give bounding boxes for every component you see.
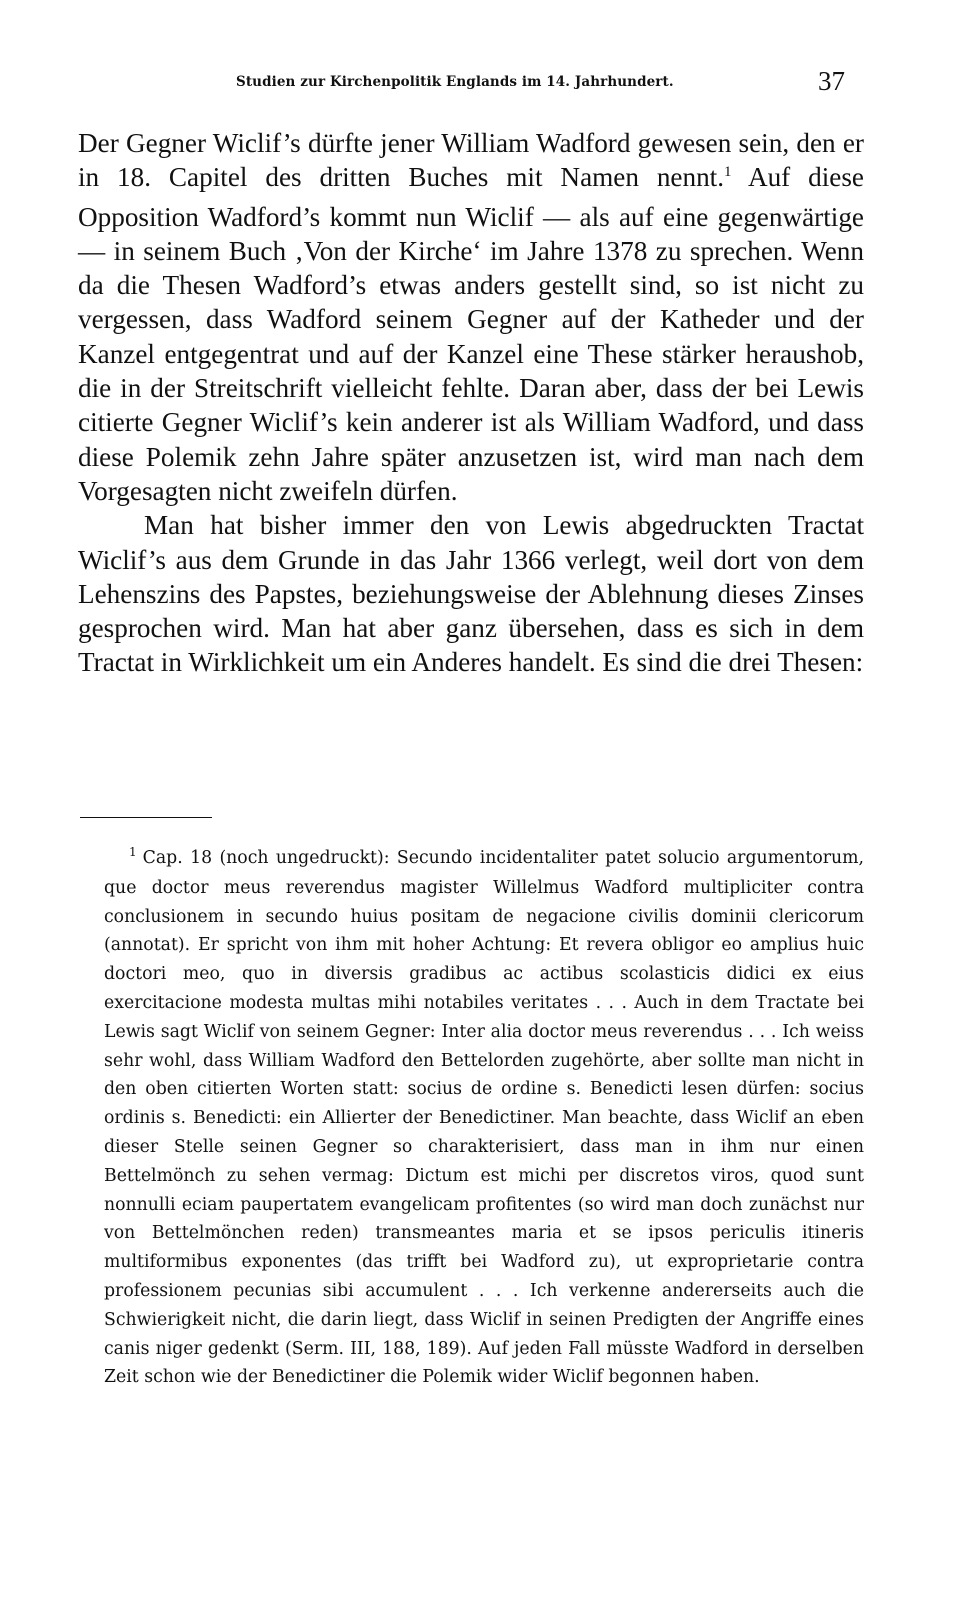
footnote (104, 844, 864, 1392)
paragraph-1-rest: Auf diese Opposition Wadford’s kommt nun Wiclif — als auf eine gegenwärtige — in seinem Buch ‚Von der Kirche‘ im Jahre 1378 zu sprechen. Wenn da die Thesen Wadford’s etwas anders gestellt sind, so ist nicht zu vergessen, dass Wadford seinem Gegner auf der Katheder und der Kanzel entgegentrat und auf der Kanzel eine These stärker heraushob, die in der Streitschrift vielleicht fehlte. Daran aber, dass der bei Lewis citierte Gegner Wiclif’s kein anderer ist als William Wadford, und dass diese Polemik zehn Jahre später anzusetzen ist, wird man nach dem Vorgesagten nicht zweifeln dürfen. (78, 162, 864, 506)
footnote-paragraph (104, 844, 864, 1392)
footnote-text: Cap. 18 (noch ungedruckt): Secundo incidentaliter patet solucio argumentorum, que doctor meus reverendus magister Willelmus Wadford multipliciter contra conclusionem in secundo huius positam de negacione civilis dominii clericorum (annotat). Er spricht von ihm mit hoher Achtung: Et revera obligor eo amplius huic doctori meo, quo in diversis gradibus ac actibus scolasticis didici ex eius exercitacione modesta multas mihi notabiles veritates . . . Auch in dem Tractate bei Lewis sagt Wiclif von seinem Gegner: Inter alia doctor meus reverendus . . . Ich weiss sehr wohl, dass William Wadford den Bettelorden zugehörte, aber sollte man nicht in den oben citierten Worten statt: socius de ordine s. Benedicti lesen dürfen: socius ordinis s. Benedicti: ein Allierter der Benedictiner. Man beachte, dass Wiclif an eben dieser Stelle seinen Gegner so charakterisiert, dass man in ihm nur einen Bettelmönch zu sehen vermag: Dictum est michi per discretos viros, quod sunt nonnulli eciam paupertatem evangelicam profitentes (so wird man doch zunächst nur von Bettelmönchen reden) transmeantes maria et se ipsos periculis itineris multiformibus exponentes (das trifft bei Wadford zu), ut exproprietarie contra professionem pecunias sibi accumulent . . . Ich verkenne andererseits auch die Schwierigkeit nicht, die darin liegt, dass Wiclif in seinen Predigten der Angriffe eines canis niger gedenkt (Serm. III, 188, 189). Auf jeden Fall müsste Wadford in derselben Zeit schon wie der Benedictiner die Polemik wider Wiclif begonnen haben. (104, 848, 864, 1388)
running-head: Studien zur Kirchenpolitik Englands im 14. Jahrhundert. (236, 74, 674, 90)
page-number: 37 (818, 66, 845, 96)
footnote-divider (80, 817, 212, 818)
footnote-mark: 1 (129, 845, 137, 859)
paragraph-1 (78, 126, 864, 508)
paragraph-1-start: Der Gegner Wiclif’s dürfte jener William Wadford gewesen sein, den er in 18. Capitel des dritten Buches mit Namen nennt. (78, 128, 864, 193)
main-text (78, 126, 864, 680)
footnote-reference: 1 (724, 164, 732, 181)
paragraph-2: Man hat bisher immer den von Lewis abgedruckten Tractat Wiclif’s aus dem Grunde in das Jahr 1366 verlegt, weil dort von dem Lehenszins des Papstes, beziehungsweise der Ablehnung dieses Zinses gesprochen wird. Man hat aber ganz übersehen, dass es sich in dem Tractat in Wirklichkeit um ein Anderes handelt. Es sind die drei Thesen: (78, 510, 864, 678)
